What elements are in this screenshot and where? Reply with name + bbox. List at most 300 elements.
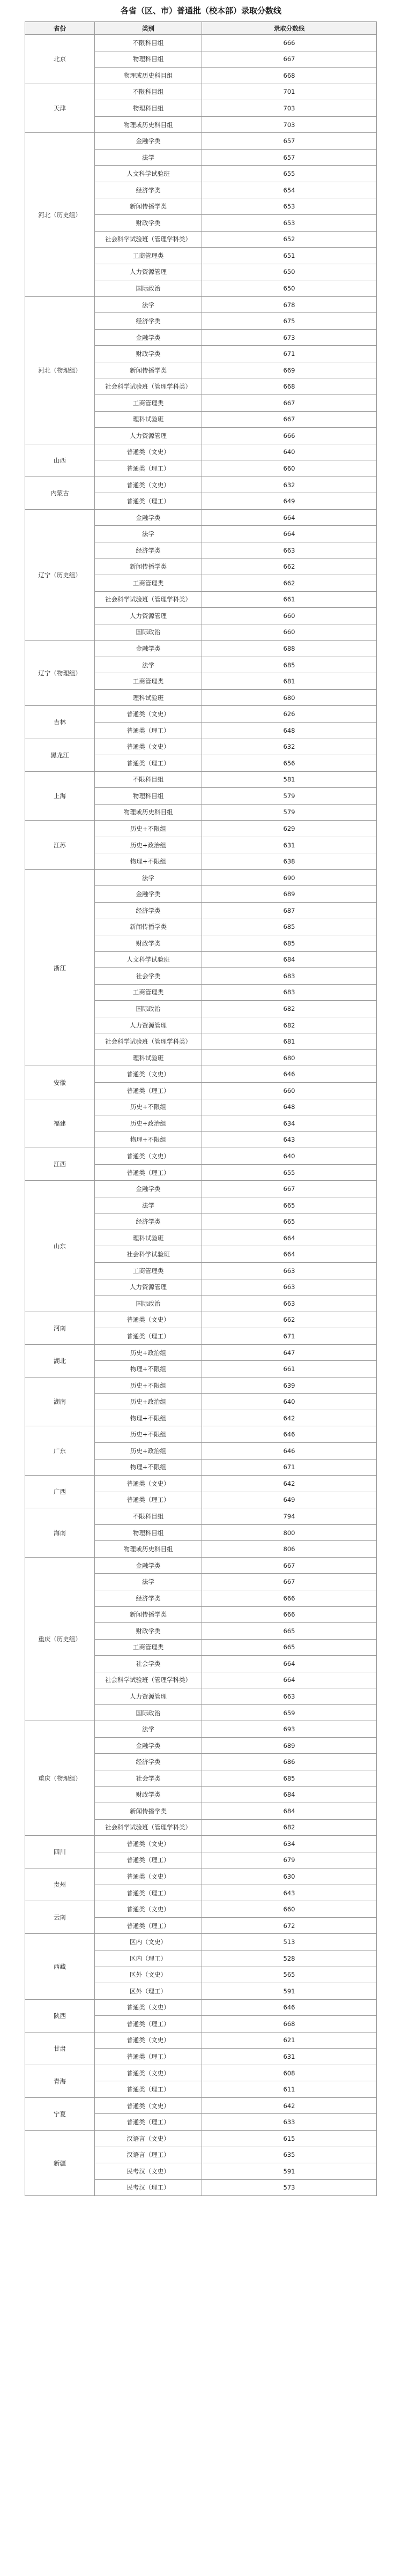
score-cell: 666 (202, 1606, 377, 1623)
category-cell: 普通类（理工） (95, 1083, 202, 1099)
score-cell: 650 (202, 280, 377, 297)
category-cell: 普通类（理工） (95, 460, 202, 477)
category-cell: 经济学类 (95, 542, 202, 559)
category-cell: 人力资源管理 (95, 1279, 202, 1296)
category-cell: 工商管理类 (95, 248, 202, 264)
category-cell: 普通类（文史） (95, 2065, 202, 2081)
score-cell: 687 (202, 902, 377, 919)
province-cell: 海南 (25, 1508, 95, 1558)
score-cell: 693 (202, 1721, 377, 1738)
category-cell: 工商管理类 (95, 673, 202, 690)
category-cell: 物理或历史科目组 (95, 68, 202, 84)
province-cell: 天津 (25, 84, 95, 133)
category-cell: 人力资源管理 (95, 1017, 202, 1033)
score-cell: 684 (202, 1786, 377, 1803)
score-cell: 668 (202, 2016, 377, 2032)
score-cell: 513 (202, 1934, 377, 1950)
score-cell: 656 (202, 755, 377, 772)
category-cell: 财政学类 (95, 346, 202, 362)
province-cell: 山西 (25, 444, 95, 477)
province-cell: 四川 (25, 1836, 95, 1868)
score-cell: 681 (202, 673, 377, 690)
score-cell: 683 (202, 984, 377, 1001)
score-cell: 629 (202, 821, 377, 837)
category-cell: 区内（理工） (95, 1950, 202, 1967)
category-cell: 法学 (95, 657, 202, 673)
category-cell: 财政学类 (95, 215, 202, 232)
category-cell: 普通类（理工） (95, 1852, 202, 1868)
score-cell: 675 (202, 313, 377, 330)
score-cell: 681 (202, 1033, 377, 1050)
score-cell: 663 (202, 1296, 377, 1312)
score-cell: 684 (202, 1803, 377, 1820)
province-cell: 安徽 (25, 1066, 95, 1099)
header-score: 录取分数线 (202, 22, 377, 35)
score-cell: 685 (202, 657, 377, 673)
score-cell: 635 (202, 2147, 377, 2163)
score-cell: 640 (202, 1394, 377, 1410)
score-cell: 608 (202, 2065, 377, 2081)
score-cell: 678 (202, 296, 377, 313)
category-cell: 财政学类 (95, 1623, 202, 1640)
score-cell: 665 (202, 1197, 377, 1213)
score-cell: 665 (202, 1213, 377, 1230)
score-cell: 682 (202, 1819, 377, 1836)
score-cell: 665 (202, 1639, 377, 1656)
score-cell: 639 (202, 1377, 377, 1394)
score-cell: 660 (202, 460, 377, 477)
category-cell: 新闻传播学类 (95, 559, 202, 575)
score-cell: 667 (202, 1574, 377, 1590)
table-row (25, 1426, 377, 1443)
category-cell: 普通类（文史） (95, 706, 202, 723)
province-cell: 新疆 (25, 2131, 95, 2196)
category-cell: 普通类（理工） (95, 2016, 202, 2032)
table-row (25, 1721, 377, 1738)
score-cell: 646 (202, 1999, 377, 2016)
category-cell: 社会学类 (95, 968, 202, 985)
category-cell: 普通类（理工） (95, 2049, 202, 2065)
score-cell: 806 (202, 1541, 377, 1558)
table-row (25, 1181, 377, 1197)
table-row (25, 2131, 377, 2147)
score-cell: 660 (202, 608, 377, 624)
category-cell: 普通类（理工） (95, 2114, 202, 2131)
score-cell: 653 (202, 198, 377, 215)
province-cell: 湖南 (25, 1377, 95, 1426)
category-cell: 金融学类 (95, 1557, 202, 1574)
province-cell: 陕西 (25, 1999, 95, 2032)
category-cell: 区外（理工） (95, 1983, 202, 2000)
score-cell: 649 (202, 493, 377, 510)
score-cell: 655 (202, 166, 377, 182)
category-cell: 法学 (95, 1197, 202, 1213)
score-cell: 649 (202, 1492, 377, 1508)
table-row (25, 477, 377, 493)
score-cell: 794 (202, 1508, 377, 1525)
header-province: 省份 (25, 22, 95, 35)
table-row (25, 1868, 377, 1885)
category-cell: 工商管理类 (95, 1263, 202, 1279)
score-cell: 630 (202, 1868, 377, 1885)
score-cell: 528 (202, 1950, 377, 1967)
score-cell: 684 (202, 951, 377, 968)
category-cell: 国际政治 (95, 624, 202, 641)
score-cell: 643 (202, 1131, 377, 1148)
score-cell: 662 (202, 1312, 377, 1328)
score-cell: 591 (202, 2163, 377, 2180)
province-cell: 贵州 (25, 1868, 95, 1901)
score-cell: 654 (202, 182, 377, 198)
score-cell: 664 (202, 1672, 377, 1688)
category-cell: 工商管理类 (95, 984, 202, 1001)
category-cell: 历史+政治组 (95, 1394, 202, 1410)
table-row (25, 2065, 377, 2081)
score-cell: 688 (202, 641, 377, 657)
score-cell: 662 (202, 575, 377, 592)
category-cell: 新闻传播学类 (95, 362, 202, 378)
category-cell: 普通类（理工） (95, 1492, 202, 1508)
header-category: 类别 (95, 22, 202, 35)
category-cell: 物理或历史科目组 (95, 116, 202, 133)
table-row (25, 1934, 377, 1950)
province-cell: 广西 (25, 1476, 95, 1508)
score-cell: 626 (202, 706, 377, 723)
province-cell: 上海 (25, 771, 95, 821)
score-cell: 621 (202, 2032, 377, 2049)
table-row (25, 2097, 377, 2114)
category-cell: 普通类（文史） (95, 2032, 202, 2049)
score-cell: 655 (202, 1164, 377, 1181)
province-cell: 吉林 (25, 706, 95, 739)
score-cell: 679 (202, 1852, 377, 1868)
category-cell: 物理科目组 (95, 100, 202, 117)
table-row (25, 1901, 377, 1918)
table-row (25, 1148, 377, 1165)
score-cell: 664 (202, 1230, 377, 1246)
score-cell: 650 (202, 264, 377, 280)
score-cell: 652 (202, 231, 377, 248)
province-cell: 甘肃 (25, 2032, 95, 2065)
province-cell: 重庆（历史组） (25, 1557, 95, 1721)
table-row (25, 133, 377, 150)
table-row (25, 296, 377, 313)
category-cell: 社会科学试验班（管理学科类） (95, 1672, 202, 1688)
province-cell: 北京 (25, 35, 95, 84)
province-cell: 福建 (25, 1099, 95, 1148)
category-cell: 普通类（文史） (95, 1476, 202, 1492)
score-cell: 666 (202, 35, 377, 51)
category-cell: 财政学类 (95, 1786, 202, 1803)
category-cell: 区外（文史） (95, 1967, 202, 1983)
category-cell: 物理+不限组 (95, 1410, 202, 1426)
category-cell: 金融学类 (95, 1181, 202, 1197)
category-cell: 社会科学试验班（管理学科类） (95, 378, 202, 395)
table-row (25, 444, 377, 460)
category-cell: 人力资源管理 (95, 428, 202, 444)
score-cell: 657 (202, 133, 377, 150)
category-cell: 理科试验班 (95, 1230, 202, 1246)
province-cell: 浙江 (25, 869, 95, 1066)
province-cell: 河南 (25, 1312, 95, 1344)
score-cell: 703 (202, 116, 377, 133)
score-cell: 703 (202, 100, 377, 117)
category-cell: 法学 (95, 296, 202, 313)
category-cell: 不限科目组 (95, 84, 202, 100)
admission-score-table (25, 21, 377, 2196)
score-cell: 662 (202, 559, 377, 575)
category-cell: 国际政治 (95, 1001, 202, 1017)
score-cell: 659 (202, 1704, 377, 1721)
score-cell: 664 (202, 509, 377, 526)
category-cell: 新闻传播学类 (95, 198, 202, 215)
score-cell: 632 (202, 477, 377, 493)
province-cell: 江西 (25, 1148, 95, 1181)
category-cell: 历史+不限组 (95, 1377, 202, 1394)
category-cell: 普通类（文史） (95, 1999, 202, 2016)
score-cell: 663 (202, 1688, 377, 1705)
province-cell: 云南 (25, 1901, 95, 1934)
category-cell: 经济学类 (95, 182, 202, 198)
category-cell: 社会科学试验班（管理学科类） (95, 591, 202, 608)
category-cell: 金融学类 (95, 509, 202, 526)
score-cell: 664 (202, 1656, 377, 1672)
category-cell: 金融学类 (95, 641, 202, 657)
score-cell: 647 (202, 1344, 377, 1361)
score-cell: 666 (202, 1590, 377, 1606)
category-cell: 普通类（文史） (95, 444, 202, 460)
score-cell: 660 (202, 1901, 377, 1918)
table-row (25, 1377, 377, 1394)
category-cell: 物理科目组 (95, 51, 202, 68)
category-cell: 物理或历史科目组 (95, 804, 202, 821)
province-cell: 辽宁（历史组） (25, 509, 95, 640)
category-cell: 金融学类 (95, 133, 202, 150)
table-row (25, 84, 377, 100)
score-cell: 646 (202, 1426, 377, 1443)
category-cell: 工商管理类 (95, 395, 202, 412)
score-cell: 673 (202, 329, 377, 346)
score-cell: 642 (202, 1410, 377, 1426)
category-cell: 普通类（文史） (95, 1901, 202, 1918)
score-cell: 683 (202, 968, 377, 985)
category-cell: 财政学类 (95, 935, 202, 952)
score-cell: 689 (202, 1737, 377, 1754)
category-cell: 普通类（理工） (95, 722, 202, 739)
category-cell: 普通类（文史） (95, 1148, 202, 1165)
score-cell: 685 (202, 935, 377, 952)
category-cell: 社会科学试验班（管理学科类） (95, 1033, 202, 1050)
category-cell: 工商管理类 (95, 575, 202, 592)
province-cell: 湖北 (25, 1344, 95, 1377)
table-row (25, 35, 377, 51)
score-cell: 646 (202, 1443, 377, 1460)
category-cell: 经济学类 (95, 902, 202, 919)
category-cell: 物理+不限组 (95, 853, 202, 870)
category-cell: 人力资源管理 (95, 1688, 202, 1705)
category-cell: 金融学类 (95, 1737, 202, 1754)
score-cell: 661 (202, 1361, 377, 1378)
table-row (25, 509, 377, 526)
score-cell: 651 (202, 248, 377, 264)
score-cell: 653 (202, 215, 377, 232)
score-cell: 680 (202, 1049, 377, 1066)
score-cell: 667 (202, 395, 377, 412)
category-cell: 历史+不限组 (95, 1426, 202, 1443)
category-cell: 不限科目组 (95, 771, 202, 788)
category-cell: 金融学类 (95, 329, 202, 346)
category-cell: 物理或历史科目组 (95, 1541, 202, 1558)
score-cell: 611 (202, 2081, 377, 2098)
score-cell: 667 (202, 1181, 377, 1197)
category-cell: 历史+政治组 (95, 1115, 202, 1132)
category-cell: 人力资源管理 (95, 608, 202, 624)
category-cell: 汉语言（文史） (95, 2131, 202, 2147)
score-cell: 634 (202, 1115, 377, 1132)
header-row (25, 22, 377, 35)
category-cell: 不限科目组 (95, 1508, 202, 1525)
score-cell: 648 (202, 722, 377, 739)
category-cell: 社会科学试验班（管理学科类） (95, 1819, 202, 1836)
score-cell: 671 (202, 346, 377, 362)
category-cell: 新闻传播学类 (95, 1803, 202, 1820)
score-cell: 631 (202, 2049, 377, 2065)
table-row (25, 1508, 377, 1525)
score-cell: 668 (202, 68, 377, 84)
category-cell: 普通类（文史） (95, 477, 202, 493)
table-row (25, 1066, 377, 1083)
category-cell: 社会学类 (95, 1656, 202, 1672)
table-row (25, 706, 377, 723)
score-cell: 666 (202, 428, 377, 444)
score-cell: 643 (202, 1885, 377, 1901)
score-cell: 668 (202, 378, 377, 395)
category-cell: 人力资源管理 (95, 264, 202, 280)
score-cell: 663 (202, 1279, 377, 1296)
score-cell: 638 (202, 853, 377, 870)
category-cell: 物理科目组 (95, 1524, 202, 1541)
score-cell: 642 (202, 1476, 377, 1492)
category-cell: 普通类（文史） (95, 1312, 202, 1328)
score-cell: 672 (202, 1917, 377, 1934)
category-cell: 工商管理类 (95, 1639, 202, 1656)
category-cell: 经济学类 (95, 1590, 202, 1606)
category-cell: 普通类（理工） (95, 493, 202, 510)
score-cell: 632 (202, 739, 377, 755)
category-cell: 普通类（理工） (95, 755, 202, 772)
province-cell: 青海 (25, 2065, 95, 2097)
score-cell: 660 (202, 1083, 377, 1099)
category-cell: 普通类（文史） (95, 1836, 202, 1852)
score-cell: 633 (202, 2114, 377, 2131)
table-row (25, 2032, 377, 2049)
category-cell: 民考汉（理工） (95, 2179, 202, 2196)
category-cell: 社会学类 (95, 1770, 202, 1786)
score-cell: 660 (202, 624, 377, 641)
category-cell: 普通类（文史） (95, 2097, 202, 2114)
score-cell: 661 (202, 591, 377, 608)
category-cell: 普通类（文史） (95, 739, 202, 755)
table-row (25, 641, 377, 657)
category-cell: 社会科学试验班（管理学科类） (95, 231, 202, 248)
score-cell: 682 (202, 1001, 377, 1017)
province-cell: 黑龙江 (25, 739, 95, 771)
category-cell: 普通类（理工） (95, 1917, 202, 1934)
score-cell: 685 (202, 919, 377, 935)
score-cell: 667 (202, 51, 377, 68)
category-cell: 理科试验班 (95, 1049, 202, 1066)
category-cell: 区内（文史） (95, 1934, 202, 1950)
score-cell: 663 (202, 1263, 377, 1279)
table-row (25, 1312, 377, 1328)
score-cell: 573 (202, 2179, 377, 2196)
category-cell: 物理+不限组 (95, 1459, 202, 1476)
category-cell: 普通类（理工） (95, 1328, 202, 1345)
table-row (25, 869, 377, 886)
score-cell: 634 (202, 1836, 377, 1852)
category-cell: 新闻传播学类 (95, 1606, 202, 1623)
category-cell: 不限科目组 (95, 35, 202, 51)
category-cell: 国际政治 (95, 280, 202, 297)
province-cell: 广东 (25, 1426, 95, 1476)
category-cell: 法学 (95, 149, 202, 166)
score-cell: 664 (202, 526, 377, 542)
category-cell: 汉语言（理工） (95, 2147, 202, 2163)
score-cell: 689 (202, 886, 377, 903)
province-cell: 内蒙古 (25, 477, 95, 509)
score-cell: 667 (202, 1557, 377, 1574)
province-cell: 重庆（物理组） (25, 1721, 95, 1836)
province-cell: 河北（物理组） (25, 296, 95, 444)
category-cell: 历史+不限组 (95, 1099, 202, 1115)
province-cell: 宁夏 (25, 2097, 95, 2130)
score-cell: 657 (202, 149, 377, 166)
category-cell: 理科试验班 (95, 689, 202, 706)
score-cell: 669 (202, 362, 377, 378)
score-cell: 685 (202, 1770, 377, 1786)
category-cell: 普通类（理工） (95, 2081, 202, 2098)
category-cell: 物理+不限组 (95, 1131, 202, 1148)
province-cell: 西藏 (25, 1934, 95, 1999)
table-row (25, 821, 377, 837)
category-cell: 国际政治 (95, 1296, 202, 1312)
score-cell: 686 (202, 1754, 377, 1770)
score-cell: 579 (202, 804, 377, 821)
province-cell: 河北（历史组） (25, 133, 95, 296)
score-cell: 663 (202, 542, 377, 559)
category-cell: 民考汉（文史） (95, 2163, 202, 2180)
category-cell: 法学 (95, 526, 202, 542)
table-row (25, 1999, 377, 2016)
category-cell: 理科试验班 (95, 411, 202, 428)
category-cell: 物理科目组 (95, 788, 202, 805)
table-header (25, 22, 377, 35)
category-cell: 人文科学试验班 (95, 166, 202, 182)
category-cell: 金融学类 (95, 886, 202, 903)
score-cell: 667 (202, 411, 377, 428)
table-row (25, 1836, 377, 1852)
category-cell: 普通类（理工） (95, 1885, 202, 1901)
category-cell: 社会科学试验班 (95, 1246, 202, 1263)
score-cell: 671 (202, 1328, 377, 1345)
province-cell: 江苏 (25, 821, 95, 870)
score-cell: 665 (202, 1623, 377, 1640)
province-cell: 辽宁（物理组） (25, 641, 95, 706)
category-cell: 法学 (95, 1574, 202, 1590)
category-cell: 经济学类 (95, 1754, 202, 1770)
score-cell: 640 (202, 444, 377, 460)
table-row (25, 1099, 377, 1115)
